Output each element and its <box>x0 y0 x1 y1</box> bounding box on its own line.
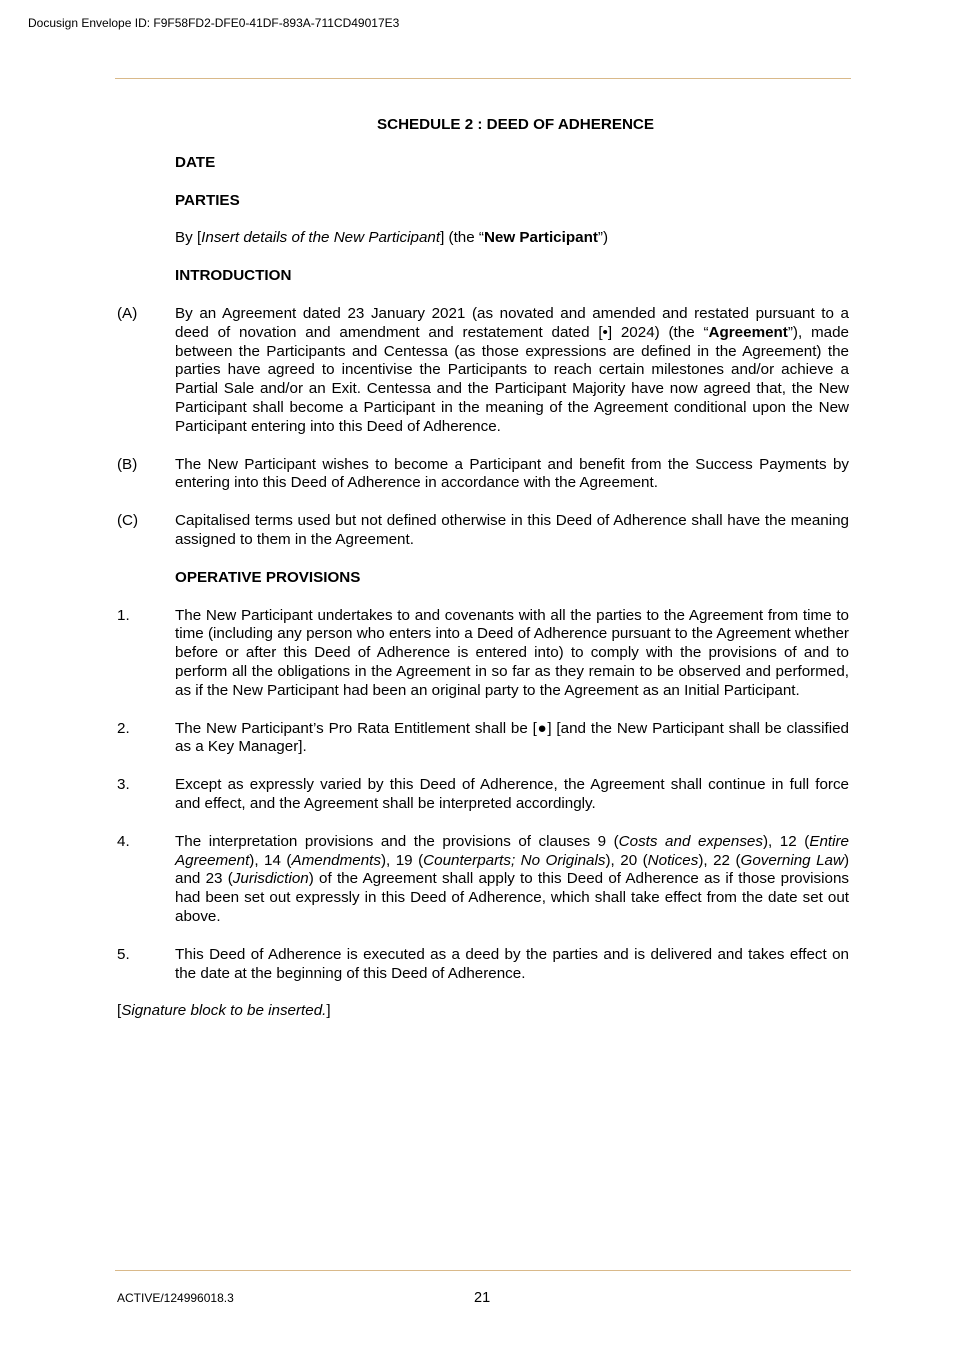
recital-a-text-2: ”), made between the Participants and Centessa (as those expressions are defined in the Agreement) the parties have agreed to incentivise the Participants to reach certain milestones and/or achieve a Partial Sale and/or an Exit. Centessa and the Participant Majority have now agreed that, the New Participant shall become a Participant in the meaning of the Agreement conditional upon the New Participant entering into this Deed of Adherence. <box>175 323 849 435</box>
provision-label: 5. <box>117 945 130 963</box>
provision-4-part: The interpretation provisions and the provisions of clauses 9 ( <box>175 832 619 850</box>
clause-ref-amendments: Amendments <box>291 851 381 869</box>
provision-4-part: ), 19 ( <box>380 851 424 869</box>
signature-close-bracket: ] <box>326 1002 331 1020</box>
provision-label: 2. <box>117 719 130 737</box>
recital-label: (C) <box>117 512 139 530</box>
provision-4-part: ) and 23 ( <box>175 851 849 888</box>
clause-ref-notices: Notices <box>647 851 699 869</box>
page-number: 21 <box>474 1290 491 1306</box>
provision-text: This Deed of Adherence is executed as a deed by the parties and is delivered and takes effect on the date at the beginning of this Deed of Adherence. <box>175 945 849 982</box>
provision-label: 1. <box>117 606 130 624</box>
recital-label: (A) <box>117 304 138 322</box>
signature-open-bracket: [ <box>117 1002 122 1020</box>
clause-ref-costs: Costs and expenses <box>618 832 763 850</box>
clause-ref-governing-law: Governing Law <box>740 851 844 869</box>
parties-middle: ] (the “ <box>440 229 484 247</box>
parties-insert-placeholder: Insert details of the New Participant <box>201 229 441 247</box>
operative-provisions-heading: OPERATIVE PROVISIONS <box>175 568 361 586</box>
parties-heading: PARTIES <box>175 191 240 209</box>
recital-c <box>117 512 849 550</box>
parties-line <box>175 229 849 248</box>
signature-text: Signature block to be inserted. <box>121 1002 327 1020</box>
docusign-envelope-id: Docusign Envelope ID: F9F58FD2-DFE0-41DF-893A-711CD49017E3 <box>28 16 400 30</box>
clause-ref-entire-agreement: Entire Agreement <box>175 832 849 869</box>
schedule-title: SCHEDULE 2 : DEED OF ADHERENCE <box>376 116 655 133</box>
provision-4-part: ) of the Agreement shall apply to this Deed of Adherence as if those provisions had been set out expressly in this Deed of Adherence, which shall take effect from the date set out above. <box>175 870 849 925</box>
signature-block-placeholder <box>117 1002 849 1021</box>
new-participant-defined-term: New Participant <box>483 229 598 247</box>
header-divider <box>115 78 851 79</box>
provision-4-part: ), 14 ( <box>249 851 292 869</box>
document-reference: ACTIVE/124996018.3 <box>117 1291 234 1305</box>
provision-4-part: ), 20 ( <box>605 851 648 869</box>
recital-a-text-1: By an Agreement dated 23 January 2021 (as novated and amended and restated pursuant to a deed of novation and amendment and restatement dated [•] 2024) (the “ <box>175 304 849 341</box>
recital-a <box>117 305 849 437</box>
agreement-defined-term: Agreement <box>708 323 788 341</box>
provision-2 <box>117 720 849 758</box>
date-heading: DATE <box>175 153 216 171</box>
provision-4 <box>117 833 849 927</box>
provision-label: 4. <box>117 832 130 850</box>
parties-prefix: By [ <box>175 229 202 247</box>
provision-text: Except as expressly varied by this Deed of Adherence, the Agreement shall continue in full force and effect, and the Agreement shall be interpreted accordingly. <box>175 776 849 812</box>
provision-4-part: ), 22 ( <box>698 851 741 869</box>
recital-text: The New Participant wishes to become a Participant and benefit from the Success Payments by entering into this Deed of Adherence in accordance with the Agreement. <box>175 455 849 492</box>
clause-ref-jurisdiction: Jurisdiction <box>232 870 309 888</box>
provision-5 <box>117 946 849 984</box>
provision-text: The New Participant’s Pro Rata Entitlement shall be [●] [and the New Participant shall be classified as a Key Manager]. <box>175 719 849 756</box>
clause-ref-counterparts: Counterparts; No Originals <box>423 851 606 869</box>
provision-4-part: ), 12 ( <box>762 832 810 850</box>
document-body <box>117 116 849 1021</box>
provision-text <box>175 833 849 927</box>
provision-text: The New Participant undertakes to and covenants with all the parties to the Agreement from time to time (including any person who enters into a Deed of Adherence pursuant to the Agreement whether before or after this Deed of Adherence is entered into) to comply with the provisions of and to perform all the obligations in the Agreement in so far as they remain to be observed and performed, as if the New Participant had been an original party to the Agreement as an Initial Participant. <box>175 606 849 699</box>
recital-label: (B) <box>117 455 138 473</box>
recital-b <box>117 456 849 494</box>
provision-label: 3. <box>117 776 130 794</box>
recital-text <box>175 305 849 437</box>
introduction-heading: INTRODUCTION <box>175 267 292 285</box>
provision-1 <box>117 607 849 701</box>
provision-3 <box>117 776 849 814</box>
footer-divider <box>115 1270 851 1271</box>
parties-suffix: ”) <box>597 229 609 247</box>
recital-text: Capitalised terms used but not defined otherwise in this Deed of Adherence shall have the meaning assigned to them in the Agreement. <box>175 512 849 548</box>
